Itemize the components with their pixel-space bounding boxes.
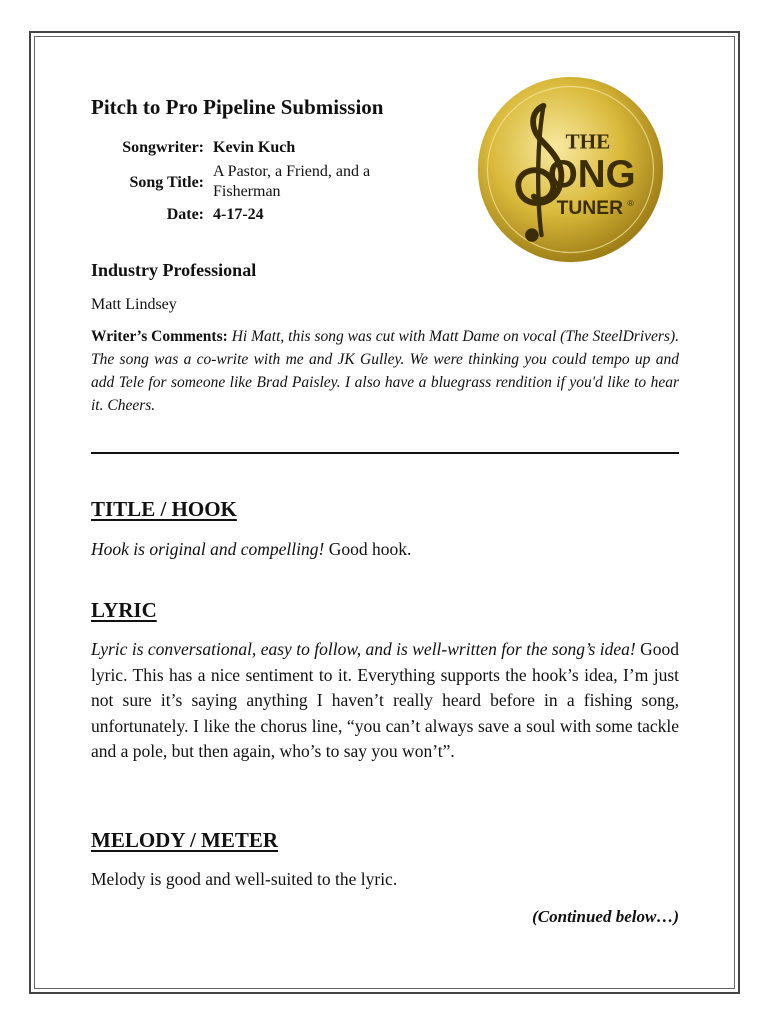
song-title-value: A Pastor, a Friend, and a Fisherman (213, 163, 371, 200)
registered-mark-icon: ® (627, 198, 634, 209)
title-hook-heading: TITLE / HOOK (91, 497, 237, 521)
writer-comments (91, 325, 679, 417)
section-divider (91, 452, 679, 454)
lyric-heading: LYRIC (91, 598, 157, 622)
lyric-comment: Good lyric. This has a nice sentiment to it. Everything supports the hook’s idea, I’m just not sure it’s saying anything I haven’t really heard before in a fishing song, unfortunately. I like the chorus line, “you can’t always save a soul with some tackle and a pole, but then again, who’s to say you won’t”. (91, 639, 680, 761)
logo-word-ong: ONG (547, 152, 636, 196)
melody-meter-heading: MELODY / METER (91, 828, 279, 852)
industry-professional-label: Industry Professional (91, 260, 257, 280)
song-title-label: Song Title: (129, 174, 204, 191)
continued-note: (Continued below…) (532, 907, 679, 926)
page-title: Pitch to Pro Pipeline Submission (91, 95, 384, 119)
writer-comments-label: Writer’s Comments: (91, 328, 228, 345)
song-tuner-logo (474, 73, 667, 266)
writer-comments-text: Hi Matt, this song was cut with Matt Dame on vocal (The SteelDrivers). The song was a co-write with me and JK Gulley. We were thinking you could tempo up and add Tele for someone like Brad Paisley. I also have a bluegrass rendition if you'd like to hear it. Cheers. (91, 328, 679, 414)
industry-professional-name: Matt Lindsey (91, 296, 177, 313)
logo-word-the: THE (565, 129, 611, 154)
title-hook-comment: Good hook. (328, 539, 412, 559)
submission-details (91, 138, 403, 225)
title-hook-rating: Hook is original and compelling! (91, 539, 325, 559)
songwriter-value: Kevin Kuch (213, 139, 296, 156)
title-hook-body (91, 537, 679, 563)
lyric-body (91, 637, 679, 765)
logo-word-tuner: TUNER (556, 197, 624, 219)
date-label: Date: (166, 206, 204, 223)
date-value: 4-17-24 (213, 206, 264, 223)
songwriter-label: Songwriter: (122, 139, 204, 156)
lyric-rating: Lyric is conversational, easy to follow, and is well-written for the song’s idea! (91, 639, 636, 659)
melody-meter-body: Melody is good and well-suited to the lyric. (91, 869, 398, 889)
